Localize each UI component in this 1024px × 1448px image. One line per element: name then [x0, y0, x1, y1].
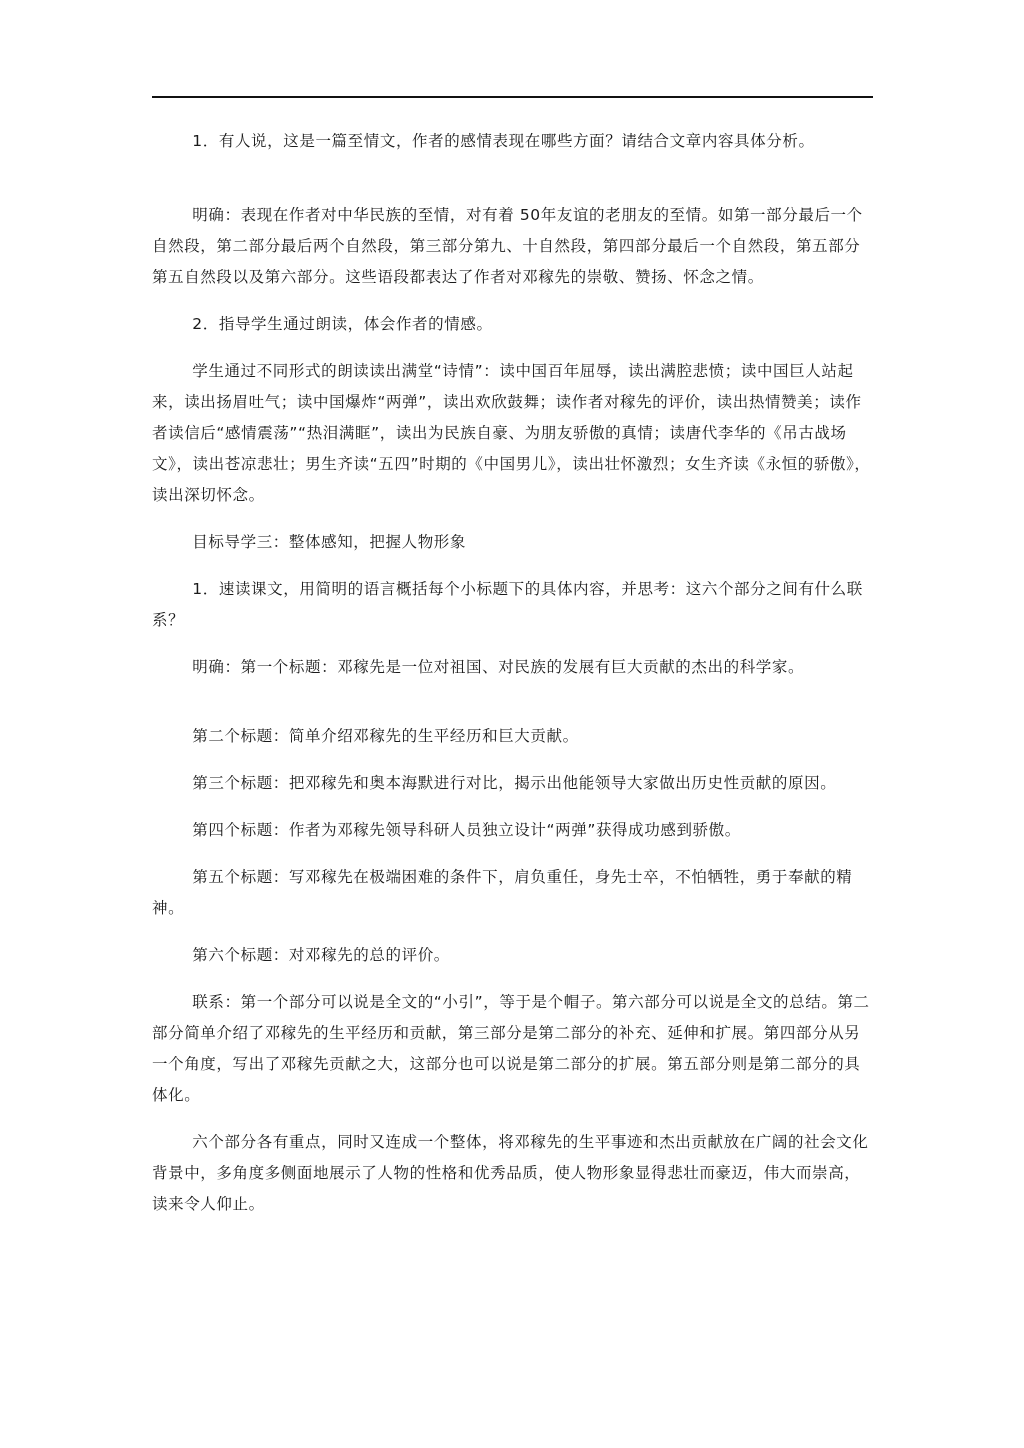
- connection-paragraph: 联系：第一个部分可以说是全文的“小引”，等于是个帽子。第六部分可以说是全文的总结。第二部分简单介绍了邓稼先的生平经历和贡献，第三部分是第二部分的补充、延伸和扩展。第四部分从另一个角度，写出了邓稼先贡献之大，这部分也可以说是第二部分的扩展。第五部分则是第二部分的具体化。: [152, 993, 870, 1104]
- answer-title-3-paragraph: 第三个标题：把邓稼先和奥本海默进行对比，揭示出他能领导大家做出历史性贡献的原因。: [192, 774, 837, 792]
- answer-title-2-paragraph: 第二个标题：简单介绍邓稼先的生平经历和巨大贡献。: [192, 727, 579, 745]
- question-1-paragraph: 1．有人说，这是一篇至情文，作者的感情表现在哪些方面？请结合文章内容具体分析。: [192, 132, 815, 150]
- answer-1-paragraph: 明确：表现在作者对中华民族的至情，对有着 50年友谊的老朋友的至情。如第一部分最后一个自然段，第二部分最后两个自然段，第三部分第九、十自然段，第四部分最后一个自然段，第五部分第五自然段以及第六部分。这些语段都表达了作者对邓稼先的崇敬、赞扬、怀念之情。: [152, 206, 863, 286]
- section-heading: 目标导学三：整体感知，把握人物形象: [192, 533, 466, 551]
- question-3-paragraph: 1．速读课文，用简明的语言概括每个小标题下的具体内容，并思考：这六个部分之间有什么联系？: [152, 580, 863, 629]
- answer-title-1-paragraph: 明确：第一个标题：邓稼先是一位对祖国、对民族的发展有巨大贡献的杰出的科学家。: [192, 658, 805, 676]
- reading-guidance-paragraph: 学生通过不同形式的朗读读出满堂“诗情”：读中国百年屈辱，读出满腔悲愤；读中国巨人站起来，读出扬眉吐气；读中国爆炸“两弹”，读出欢欣鼓舞；读作者对稼先的评价，读出热情赞美；读作者读信后“感情震荡”“热泪满眶”，读出为民族自豪、为朋友骄傲的真情；读唐代李华的《吊古战场文》，读出苍凉悲壮；男生齐读“五四”时期的《中国男儿》，读出壮怀激烈；女生齐读《永恒的骄傲》，读出深切怀念。: [152, 362, 871, 504]
- summary-paragraph: 六个部分各有重点，同时又连成一个整体，将邓稼先的生平事迹和杰出贡献放在广阔的社会文化背景中，多角度多侧面地展示了人物的性格和优秀品质，使人物形象显得悲壮而豪迈，伟大而崇高，读来令人仰止。: [152, 1133, 869, 1213]
- document-body: [152, 126, 872, 1220]
- header-rule: [152, 96, 873, 98]
- answer-title-5-paragraph: 第五个标题：写邓稼先在极端困难的条件下，肩负重任，身先士卒，不怕牺牲，勇于奉献的精神。: [152, 868, 853, 917]
- answer-title-6-paragraph: 第六个标题：对邓稼先的总的评价。: [192, 946, 450, 964]
- question-2-paragraph: 2．指导学生通过朗读，体会作者的情感。: [192, 315, 493, 333]
- answer-title-4-paragraph: 第四个标题：作者为邓稼先领导科研人员独立设计“两弹”获得成功感到骄傲。: [192, 821, 741, 839]
